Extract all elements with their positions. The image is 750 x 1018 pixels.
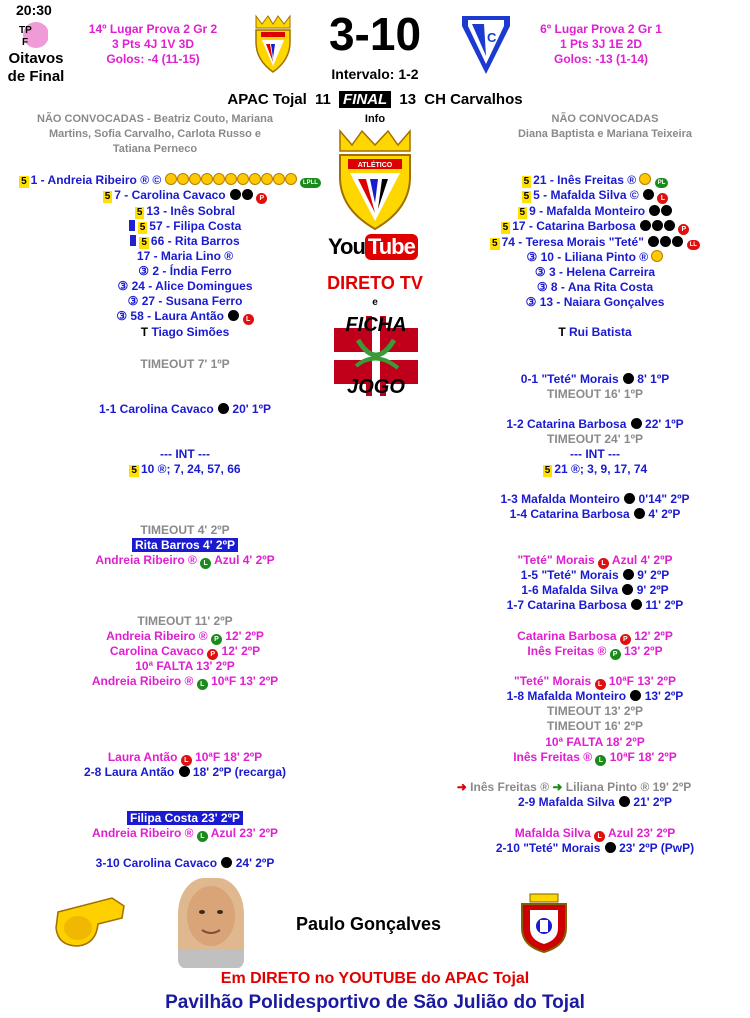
goal-icon (631, 418, 642, 429)
coach-t-icon: T (558, 325, 566, 339)
sub-3-icon: ③ (526, 250, 538, 264)
away-event: 1-3 Mafalda Monteiro 0'14" 2ºP (500, 492, 690, 506)
starter-5-icon: 5 (523, 176, 530, 187)
away-event: 1-4 Catarina Barbosa 4' 2ºP (509, 507, 681, 521)
green-card-icon: L (197, 831, 208, 842)
sub-3-icon: ③ (116, 309, 128, 323)
home-event: Andreia Ribeiro ® P 12' 2ºP (106, 629, 264, 643)
away-event: --- INT --- (570, 447, 620, 461)
away-event: 2-9 Mafalda Silva 21' 2ºP (518, 795, 672, 809)
youtube-you: You (328, 234, 365, 259)
starter-5-icon: 5 (519, 207, 526, 218)
starter-5-icon: 5 (139, 222, 146, 233)
away-team-name: CH Carvalhos (424, 91, 523, 108)
starter-5-icon: 5 (502, 222, 509, 233)
goal-icon (631, 599, 642, 610)
red-card-icon: P (207, 649, 218, 660)
away-event: 10ª FALTA 18' 2ºP (545, 735, 645, 749)
home-event: Andreia Ribeiro ® L Azul 23' 2ºP (91, 826, 279, 840)
card-pill-icon: LPLL (300, 178, 321, 188)
home-event: Laura Antão L 10ªF 18' 2ºP (107, 750, 263, 764)
away-player-name: 8 - Ana Rita Costa (550, 280, 654, 294)
away-event: Catarina Barbosa P 12' 2ºP (517, 629, 673, 643)
goal-icon (623, 373, 634, 384)
away-event: TIMEOUT 16' 2ºP (547, 719, 643, 733)
away-event: "Teté" Morais L 10ªF 13' 2ºP (514, 674, 676, 688)
away-event: Mafalda Silva L Azul 23' 2ºP (514, 826, 676, 840)
home-info-line2: 3 Pts 4J 1V 3D (111, 37, 195, 51)
away-player-name: Rui Batista (569, 325, 632, 339)
home-events (0, 0, 370, 1018)
whistle-icon (52, 892, 132, 955)
starter-5-icon: 5 (104, 191, 111, 202)
match-time: 20:30 (16, 2, 52, 18)
home-not-called-title: NÃO CONVOCADAS (37, 113, 144, 125)
sub-3-icon: ③ (138, 264, 150, 278)
card-pill-icon: PL (655, 178, 669, 188)
sub-3-icon: ③ (117, 279, 129, 293)
green-card-icon: P (610, 649, 621, 660)
svg-text:TP: TP (19, 25, 32, 36)
home-player-name: 7 - Carolina Cavaco (114, 188, 226, 202)
red-card-icon: L (595, 679, 606, 690)
sub-3-icon: ③ (536, 280, 548, 294)
red-card-icon: P (256, 193, 267, 204)
home-event: Rita Barros 4' 2ºP (0, 538, 370, 553)
starter-5-icon: 5 (492, 238, 498, 249)
away-info-line3: Golos: -13 (1-14) (553, 52, 649, 66)
jogo-label: JOGO (347, 376, 405, 398)
home-player-name: 27 - Susana Ferro (141, 294, 243, 308)
away-event: 2-10 "Teté" Morais 23' 2ºP (PwP) (495, 841, 695, 855)
home-player-name: 2 - Índia Ferro (152, 264, 232, 278)
away-info-line1: 6º Lugar Prova 2 Gr 1 (540, 22, 662, 36)
starter-5-icon: 5 (136, 207, 143, 218)
away-event: TIMEOUT 24' 1ºP (547, 432, 643, 446)
away-player-name: 5 - Mafalda Silva © (533, 188, 639, 202)
away-info-line2: 1 Pts 3J 1E 2D (559, 37, 643, 51)
goal-icon (634, 508, 645, 519)
home-team-name: APAC Tojal (227, 91, 307, 108)
away-event: "Teté" Morais L Azul 4' 2ºP (517, 553, 673, 567)
home-event: 5 10 ®; 7, 24, 57, 66 (131, 462, 241, 476)
svg-text:F: F (22, 37, 29, 48)
sub-in-arrow-icon: ➜ (552, 780, 563, 794)
away-event: TIMEOUT 16' 1ºP (547, 387, 643, 401)
goal-icon (619, 796, 630, 807)
away-event: 1-2 Catarina Barbosa 22' 1ºP (506, 417, 684, 431)
away-event: ➜ Inês Freitas ® ➜ Liliana Pinto ® 19' 2ºP (456, 780, 692, 794)
away-not-called-names: Diana Baptista e Mariana Teixeira (517, 128, 693, 140)
home-event: Carolina Cavaco P 12' 2ºP (109, 644, 261, 658)
ficha-label: FICHA (345, 314, 407, 336)
svg-text:ATLÉTICO: ATLÉTICO (357, 162, 393, 169)
home-event: 10ª FALTA 13' 2ºP (135, 659, 235, 673)
final-badge: FINAL (339, 91, 391, 108)
sub-3-icon: ③ (525, 295, 537, 309)
red-card-icon: L (594, 831, 605, 842)
info-label: Info (364, 113, 386, 125)
goal-icon (218, 403, 229, 414)
home-info-line3: Golos: -4 (11-15) (106, 52, 200, 66)
starter-5-icon: 5 (141, 237, 147, 248)
goal-icon (622, 584, 633, 595)
away-player-name: 3 - Helena Carreira (549, 265, 656, 279)
green-card-icon: P (211, 634, 222, 645)
coach-t-icon: T (140, 325, 149, 339)
away-player-name: 74 - Teresa Morais "Teté" (501, 235, 644, 249)
away-player-name: 13 - Naiara Gonçalves (539, 295, 665, 309)
sub-3-icon: ③ (534, 265, 546, 279)
away-events (440, 0, 750, 1018)
green-card-icon: L (197, 679, 208, 690)
away-player-name: 9 - Mafalda Monteiro (529, 204, 646, 218)
association-crest-icon (516, 892, 572, 959)
red-card-icon: P (620, 634, 631, 645)
home-player-name: 58 - Laura Antão (130, 309, 224, 323)
home-event: Andreia Ribeiro ® L Azul 4' 2ºP (95, 553, 275, 567)
home-event: 3-10 Carolina Cavaco 24' 2ºP (95, 856, 275, 870)
referee-photo (178, 878, 244, 968)
away-event: 1-7 Catarina Barbosa 11' 2ºP (506, 598, 684, 612)
home-event: TIMEOUT 7' 1ºP (140, 357, 230, 371)
footer-live: Em DIRETO no YOUTUBE do APAC Tojal (220, 970, 530, 987)
starter-5-icon: 5 (21, 176, 27, 187)
home-event: --- INT --- (160, 447, 210, 461)
away-event: 1-5 "Teté" Morais 9' 2ºP (520, 568, 670, 582)
goal-icon (179, 766, 190, 777)
red-card-icon: L (181, 755, 192, 766)
away-event: Inês Freitas ® P 13' 2ºP (527, 644, 663, 658)
away-team-score: 13 (399, 91, 417, 108)
away-not-called-title: NÃO CONVOCADAS (551, 113, 659, 125)
footer-venue: Pavilhão Polidesportivo de São Julião do Tojal (165, 992, 585, 1013)
goal-icon (605, 842, 616, 853)
sub-out-arrow-icon: ➜ (456, 780, 467, 794)
away-player-name: 10 - Liliana Pinto ® (540, 250, 649, 264)
away-player-name: 21 - Inês Freitas ® (533, 173, 637, 187)
referee-name: Paulo Gonçalves (296, 914, 442, 934)
home-event: Andreia Ribeiro ® L 10ªF 13' 2ºP (91, 674, 279, 688)
away-event: 1-6 Mafalda Silva 9' 2ºP (521, 583, 669, 597)
home-event: 1-1 Carolina Cavaco 20' 1ºP (99, 402, 271, 416)
e-label: e (372, 297, 378, 308)
starter-5-icon: 5 (523, 191, 530, 202)
home-info-line1: 14º Lugar Prova 2 Gr 2 (88, 22, 218, 36)
away-event: TIMEOUT 13' 2ºP (547, 704, 643, 718)
home-player-name: 24 - Alice Domingues (131, 279, 253, 293)
sub-3-icon: ③ (127, 294, 139, 308)
away-event: 1-8 Mafalda Monteiro 13' 2ºP (506, 689, 684, 703)
home-not-called-names: - Beatriz Couto, Mariana Martins, Sofia Carvalho, Carlota Russo e Tatiana Perneco (48, 113, 273, 155)
home-player-name: 17 - Maria Lino ® (136, 249, 234, 263)
goal-icon (623, 569, 634, 580)
away-event: Inês Freitas ® L 10ªF 18' 2ºP (513, 750, 677, 764)
phase-label: Oitavos de Final (7, 50, 65, 85)
svg-text:C: C (487, 30, 497, 45)
goal-icon (221, 857, 232, 868)
home-event: Filipa Costa 23' 2ºP (0, 811, 370, 826)
red-card-icon: L (598, 558, 609, 569)
home-event: TIMEOUT 11' 2ºP (137, 614, 233, 628)
starter-5-icon: 5 (544, 465, 551, 476)
goal-icon (630, 690, 641, 701)
home-player-name: 1 - Andreia Ribeiro ® © (30, 173, 162, 187)
red-card-icon: L (243, 314, 254, 325)
halftime-score: Intervalo: 1-2 (331, 66, 419, 82)
away-player-name: 17 - Catarina Barbosa (512, 219, 636, 233)
away-event: 0-1 "Teté" Morais 8' 1ºP (520, 372, 670, 386)
green-card-icon: L (595, 755, 606, 766)
home-event: 2-8 Laura Antão 18' 2ºP (recarga) (84, 765, 286, 779)
starter-5-icon: 5 (131, 465, 137, 476)
goal-icon (624, 493, 635, 504)
home-team-score: 11 (315, 91, 331, 108)
home-player-name: 13 - Inês Sobral (146, 204, 236, 218)
red-card-icon: P (678, 224, 689, 235)
green-card-icon: L (200, 558, 211, 569)
home-player-name: 57 - Filipa Costa (149, 219, 242, 233)
home-player-name: Tiago Simões (151, 325, 230, 339)
away-event: 5 21 ®; 3, 9, 17, 74 (544, 462, 648, 476)
youtube-tube: Tube (365, 234, 418, 260)
red-card-icon: L (657, 193, 668, 204)
home-player-name: 66 - Rita Barros (150, 234, 240, 248)
direto-tv-label[interactable]: DIRETO TV (327, 273, 423, 293)
red-pill-icon: LL (687, 240, 700, 250)
home-event: TIMEOUT 4' 2ºP (140, 523, 230, 537)
match-score: 3-10 (328, 8, 422, 60)
